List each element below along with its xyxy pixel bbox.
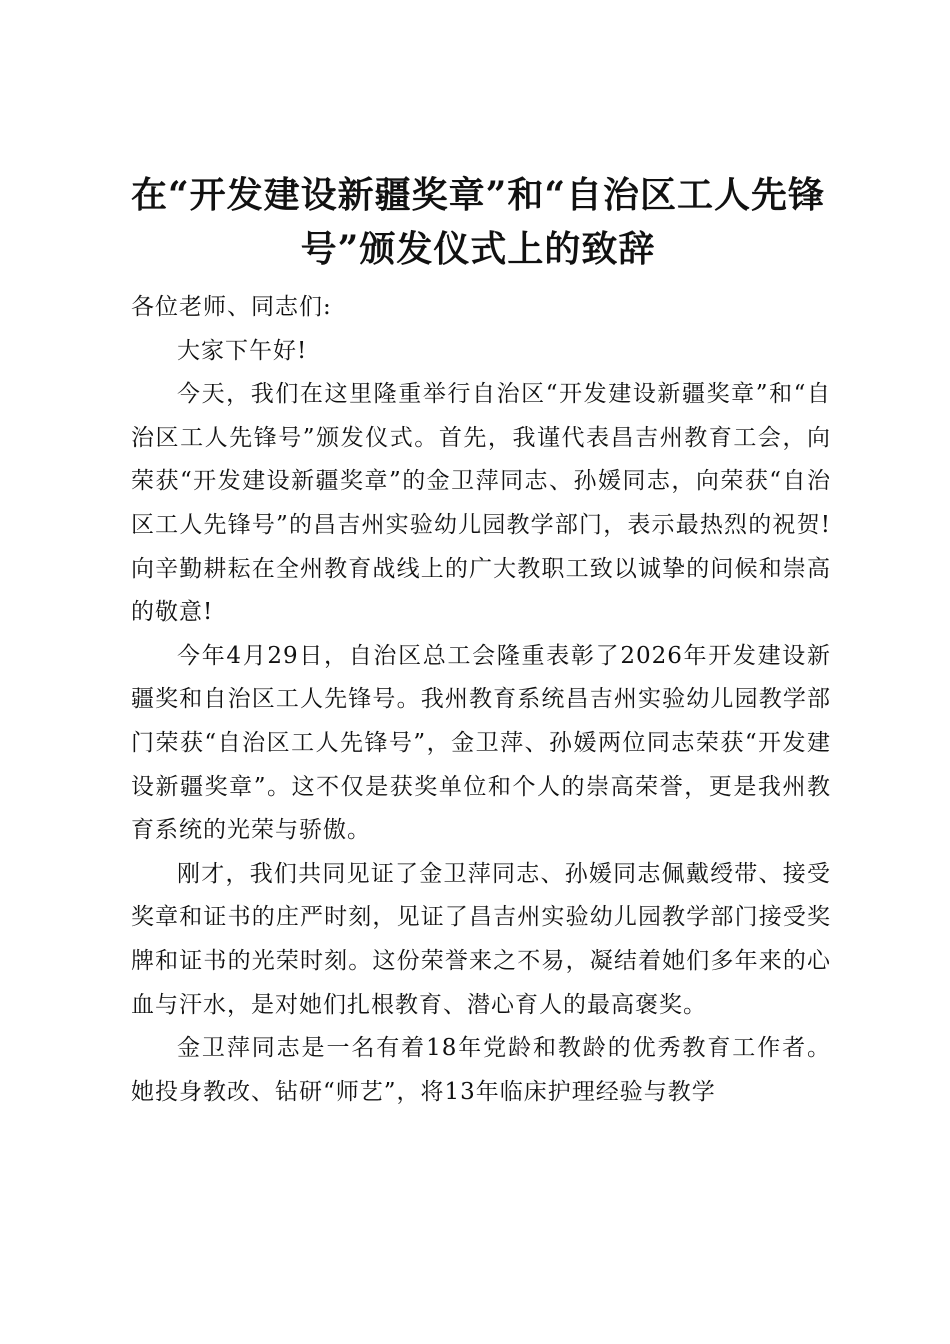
paragraph-1: 今天，我们在这里隆重举行自治区“开发建设新疆奖章”和“自治区工人先锋号”颁发仪式。首先，我谨代表昌吉州教育工会，向荣获“开发建设新疆奖章”的金卫萍同志、孙媛同志，向荣获“自治区工人先锋号”的昌吉州实验幼儿园教学部门，表示最热烈的祝贺!向辛勤耕耘在全州教育战线上的广大教职工致以诚挚的问候和崇高的敬意! (131, 381, 831, 626)
document-body (131, 286, 831, 1114)
paragraph-2: 今年4月29日，自治区总工会隆重表彰了2026年开发建设新疆奖和自治区工人先锋号。我州教育系统昌吉州实验幼儿园教学部门荣获“自治区工人先锋号”，金卫萍、孙媛两位同志荣获“开发建设新疆奖章”。这不仅是获奖单位和个人的崇高荣誉，更是我州教育系统的光荣与骄傲。 (131, 642, 831, 844)
paragraph-3: 刚才，我们共同见证了金卫萍同志、孙媛同志佩戴绶带、接受奖章和证书的庄严时刻，见证了昌吉州实验幼儿园教学部门接受奖牌和证书的光荣时刻。这份荣誉来之不易，凝结着她们多年来的心血与汗水，是对她们扎根教育、潜心育人的最高褒奖。 (131, 860, 831, 1018)
document-title (118, 168, 838, 276)
salutation: 各位老师、同志们: (131, 294, 332, 320)
title-line-1: 在“开发建设新疆奖章”和“自治区工人先锋 (130, 174, 826, 216)
greeting: 大家下午好! (177, 337, 308, 364)
paragraph-4: 金卫萍同志是一名有着18年党龄和教龄的优秀教育工作者。她投身教改、钻研“师艺”，将13年临床护理经验与教学 (131, 1035, 831, 1105)
title-line-2: 号”颁发仪式上的致辞 (300, 228, 656, 270)
